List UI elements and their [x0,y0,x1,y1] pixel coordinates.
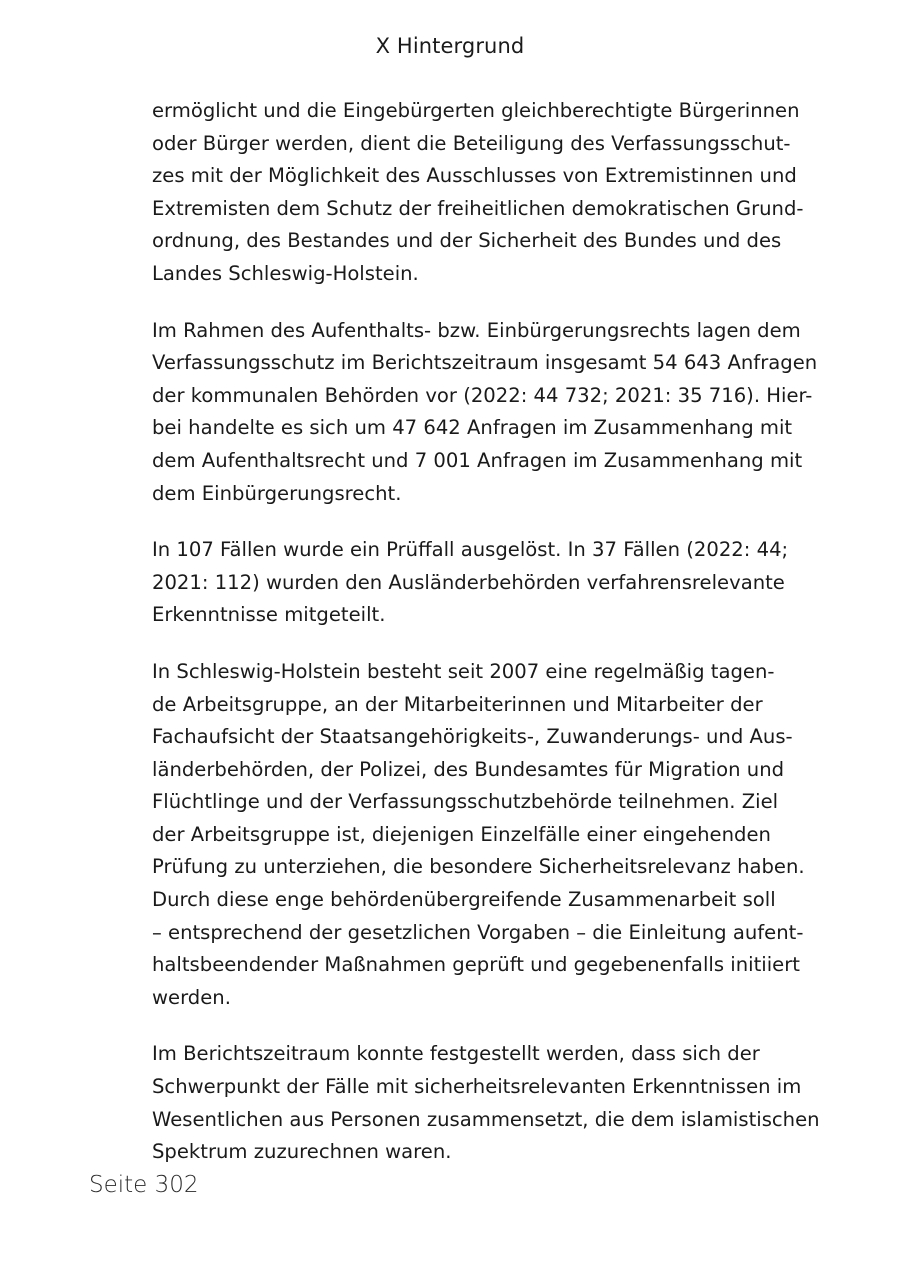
text-line: werden. [152,985,231,1009]
text-line: der Arbeitsgruppe ist, diejenigen Einzelfälle einer eingehenden [152,822,771,846]
text-line: Im Rahmen des Aufenthalts- bzw. Einbürgerungsrechts lagen dem [152,318,801,342]
paragraph [152,1038,820,1168]
text-line: Fachaufsicht der Staatsangehörigkeits-, Zuwanderungs- und Aus- [152,725,793,749]
text-line: Extremisten dem Schutz der freiheitlichen demokratischen Grund- [152,196,804,220]
text-line: zes mit der Möglichkeit des Ausschlusses von Extremistinnen und [152,164,797,188]
text-line: bei handelte es sich um 47 642 Anfragen im Zusammenhang mit [152,416,793,440]
text-line: länderbehörden, der Polizei, des Bundesamtes für Migration und [152,757,785,781]
text-line: 2021: 112) wurden den Ausländerbehörden verfahrensrelevante [152,570,785,594]
page-number: Seite 302 [89,1172,199,1198]
text-line: dem Aufenthaltsrecht und 7 001 Anfragen im Zusammenhang mit [152,448,803,472]
text-line: Prüfung zu unterziehen, die besondere Sicherheitsrelevanz haben. [152,855,805,879]
text-line: de Arbeitsgruppe, an der Mitarbeiterinnen und Mitarbeiter der [152,692,763,716]
text-line: Wesentlichen aus Personen zusammensetzt, die dem islamistischen [152,1107,820,1131]
text-line: Schwerpunkt der Fälle mit sicherheitsrelevanten Erkenntnissen im [152,1075,802,1099]
text-line: ermöglicht und die Eingebürgerten gleichberechtigte Bürgerinnen [152,99,800,122]
paragraph [152,95,812,291]
text-line: der kommunalen Behörden vor (2022: 44 732; 2021: 35 716). Hier- [152,383,813,407]
text-line: ordnung, des Bestandes und der Sicherheit des Bundes und des [152,229,782,253]
text-line: Landes Schleswig-Holstein. [152,261,419,285]
text-line: Im Berichtszeitraum konnte festgestellt werden, dass sich der [152,1042,760,1066]
body-text [152,95,820,1193]
text-line: oder Bürger werden, dient die Beteiligung des Verfassungsschut- [152,131,791,155]
text-line: In 107 Fällen wurde ein Prüffall ausgelöst. In 37 Fällen (2022: 44; [152,538,789,562]
running-head-title: X Hintergrund [375,34,525,58]
text-line: dem Einbürgerungsrecht. [152,481,402,505]
text-line: Spektrum zuzurechnen waren. [152,1140,452,1164]
text-line: In Schleswig-Holstein besteht seit 2007 eine regelmäßig tagen- [152,659,775,683]
paragraph [152,315,818,511]
text-line: Flüchtlinge und der Verfassungsschutzbehörde teilnehmen. Ziel [152,790,779,814]
paragraph [152,656,812,1015]
text-line: Erkenntnisse mitgeteilt. [152,603,386,627]
text-line: – entsprechend der gesetzlichen Vorgaben – die Einleitung aufent- [152,920,804,944]
paragraph [152,534,812,632]
text-line: Verfassungsschutz im Berichtszeitraum insgesamt 54 643 Anfragen [152,351,818,375]
text-line: haltsbeendender Maßnahmen geprüft und gegebenenfalls initiiert [152,953,800,977]
text-line: Durch diese enge behördenübergreifende Zusammenarbeit soll [152,888,776,912]
